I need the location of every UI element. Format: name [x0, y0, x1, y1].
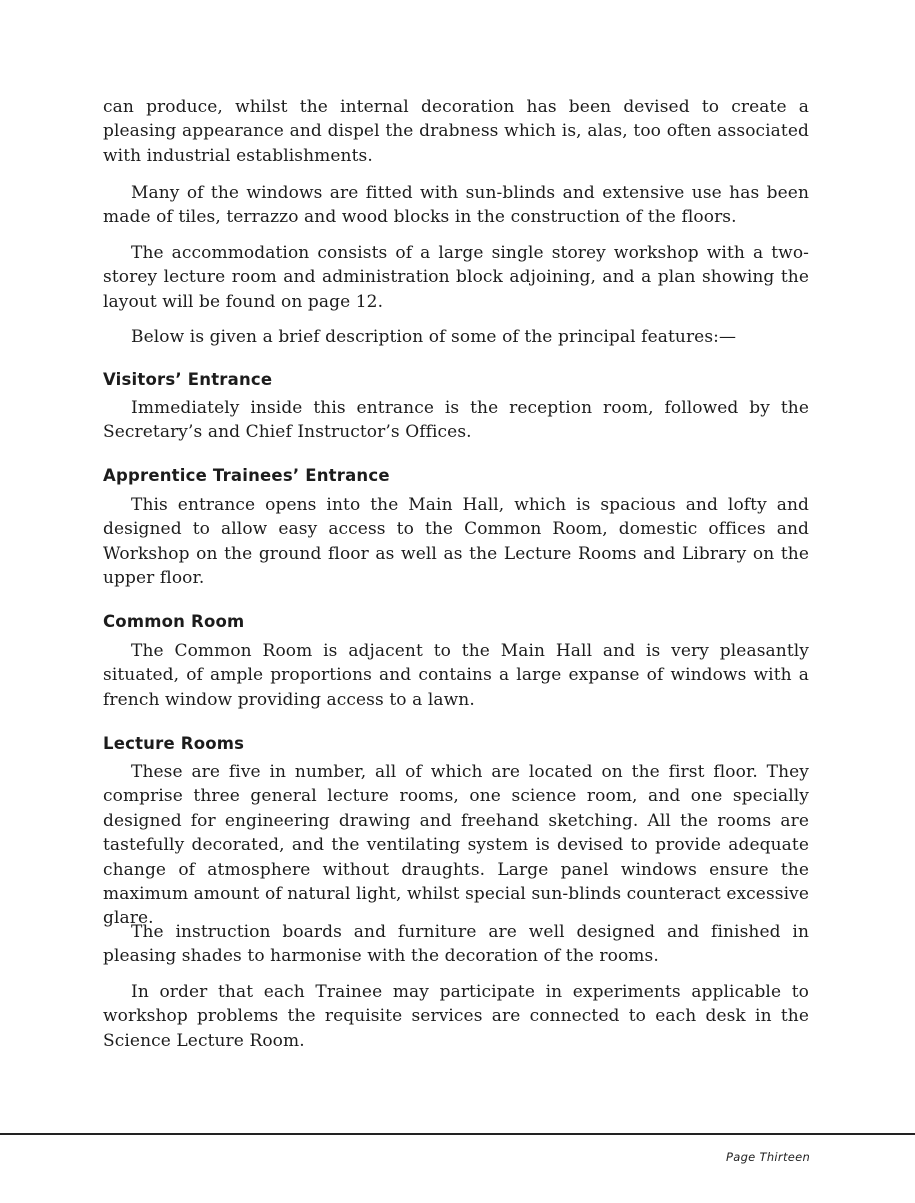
intro-paragraph-features: Below is given a brief description of some of the principal features:— [131, 327, 737, 347]
section-heading-common-room: Common Room [103, 612, 245, 631]
section-heading-apprentice-entrance: Apprentice Trainees’ Entrance [103, 466, 390, 485]
section-paragraph-lecture-rooms: These are five in number, all of which are located on the first floor. They comprise three general lecture rooms, one science room, and one specially designed for engineering drawing and freehand sketching. All the rooms are tastefully decorated, and the ventilating system is devised to provide adequate change of atmosphere without draughts. Large panel windows ensure the maximum amount of natural light, whilst special sun-blinds counteract excessive glare. [103, 762, 809, 929]
section-heading-visitors-entrance: Visitors’ Entrance [103, 370, 273, 389]
section-paragraph-science-room: In order that each Trainee may participate in experiments applicable to workshop problems the requisite services are connected to each desk in the Science Lecture Room. [103, 982, 809, 1051]
section-paragraph-common-room: The Common Room is adjacent to the Main Hall and is very pleasantly situated, of ample proportions and contains a large expanse of windows with a french window providing access to a lawn. [103, 641, 809, 710]
section-paragraph-apprentice-entrance: This entrance opens into the Main Hall, which is spacious and lofty and designed to allow easy access to the Common Room, domestic offices and Workshop on the ground floor as well as the Lecture Rooms and Library on the upper floor. [103, 495, 809, 589]
section-paragraph-visitors-entrance: Immediately inside this entrance is the reception room, followed by the Secretary’s and Chief Instructor’s Offices. [103, 398, 809, 443]
intro-paragraph-accommodation: The accommodation consists of a large single storey workshop with a two-storey lecture room and administration block adjoining, and a plan showing the layout will be found on page 12. [103, 243, 809, 312]
footer-rule [0, 1133, 915, 1135]
page-number: Page Thirteen [726, 1150, 811, 1164]
intro-paragraph-continued: can produce, whilst the internal decoration has been devised to create a pleasing appearance and dispel the drabness which is, alas, too often associated with industrial establishments. [103, 97, 809, 166]
intro-paragraph-windows: Many of the windows are fitted with sun-blinds and extensive use has been made of tiles, terrazzo and wood blocks in the construction of the floors. [103, 183, 809, 228]
section-heading-lecture-rooms: Lecture Rooms [103, 734, 245, 753]
section-paragraph-instruction-boards: The instruction boards and furniture are well designed and finished in pleasing shades to harmonise with the decoration of the rooms. [103, 922, 809, 967]
